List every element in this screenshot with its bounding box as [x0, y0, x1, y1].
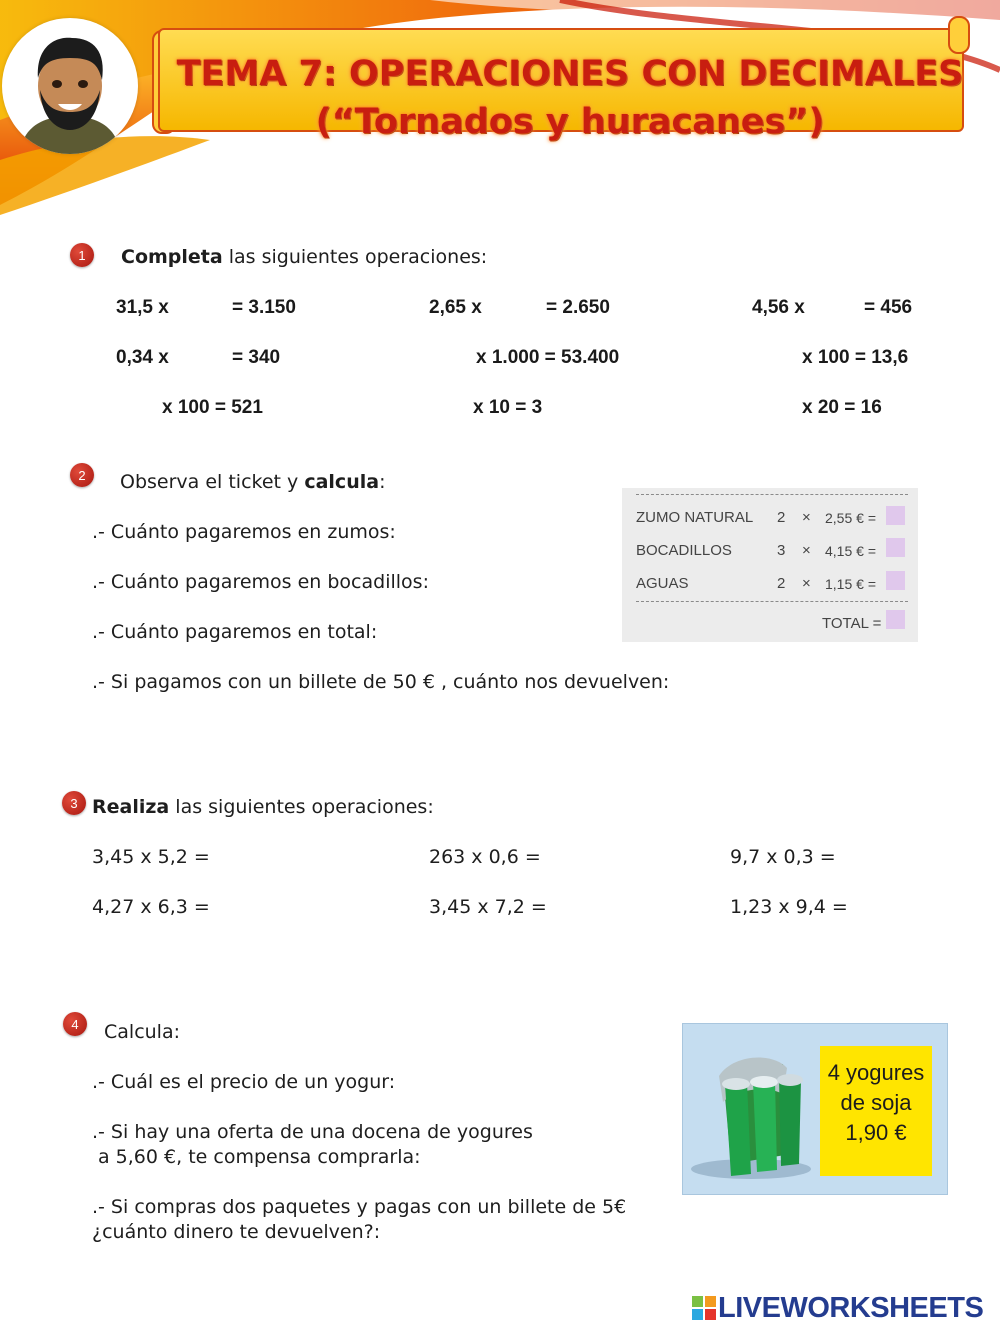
eq-9: x 20 = 16: [802, 397, 882, 418]
teacher-avatar-icon: [2, 18, 138, 154]
question-zumos: .- Cuánto pagaremos en zumos:: [92, 521, 396, 543]
yogurt-label-line1: 4 yogures: [827, 1060, 925, 1085]
ticket-item-qty: 2: [777, 509, 786, 526]
section-3-heading: [92, 796, 434, 818]
eq-1-right: = 3.150: [232, 297, 296, 318]
operation: 1,23 x 9,4 =: [730, 896, 848, 918]
yogurt-cups-icon: [683, 1024, 823, 1194]
receipt-ticket: [622, 488, 918, 642]
operation: 3,45 x 7,2 =: [429, 896, 547, 918]
question-dozen-offer-line1: .- Si hay una oferta de una docena de yogures: [92, 1121, 533, 1143]
eq-8: x 10 = 3: [473, 397, 543, 418]
page-subtitle: (“Tornados y huracanes”): [315, 102, 825, 142]
ticket-total-label: TOTAL =: [822, 615, 882, 632]
section-2-badge: 2: [70, 463, 94, 487]
section-2-heading: [120, 471, 385, 493]
yogurt-label-line2: de soja: [840, 1090, 912, 1115]
liveworksheets-logo-icon: [692, 1296, 716, 1320]
eq-6: x 100 = 13,6: [802, 347, 909, 368]
section-3-heading-bold: Realiza: [92, 796, 170, 818]
operation: 3,45 x 5,2 =: [92, 846, 210, 868]
question-change-line1: .- Si compras dos paquetes y pagas con un billete de 5€: [92, 1196, 627, 1218]
eq-3-right: = 456: [864, 297, 913, 318]
eq-5: x 1.000 = 53.400: [476, 347, 620, 368]
answer-box-bocadillos[interactable]: [886, 538, 905, 557]
section-2-heading-bold: calcula: [304, 471, 380, 493]
section-1-badge: 1: [70, 243, 94, 267]
section-1-heading-bold: Completa: [121, 246, 223, 268]
ticket-item-qty: 2: [777, 575, 786, 592]
section-3-heading-rest: las siguientes operaciones:: [169, 796, 434, 818]
ticket-item-name: BOCADILLOS: [636, 542, 732, 559]
eq-2-left: 2,65 x: [429, 297, 482, 318]
page-title: TEMA 7: OPERACIONES CON DECIMALES: [176, 54, 964, 94]
eq-7: x 100 = 521: [162, 397, 263, 418]
section-4-heading: Calcula:: [104, 1021, 180, 1043]
eq-3-left: 4,56 x: [752, 297, 805, 318]
question-total: .- Cuánto pagaremos en total:: [92, 621, 378, 643]
ticket-divider: [636, 494, 908, 495]
section-3-badge: 3: [62, 791, 86, 815]
question-bocadillos: .- Cuánto pagaremos en bocadillos:: [92, 571, 429, 593]
eq-4-left: 0,34 x: [116, 347, 169, 368]
ticket-item-name: AGUAS: [636, 575, 689, 592]
section-1-heading: [121, 246, 487, 268]
ticket-item-times: ×: [802, 542, 811, 559]
yogurt-price-label: [820, 1046, 932, 1176]
eq-1-left: 31,5 x: [116, 297, 169, 318]
operation: 263 x 0,6 =: [429, 846, 541, 868]
banner-scroll-right: [948, 16, 970, 54]
ticket-item-name: ZUMO NATURAL: [636, 509, 754, 526]
eq-2-right: = 2.650: [546, 297, 610, 318]
footer-logo: [692, 1292, 983, 1324]
yogurt-label-line3: 1,90 €: [845, 1120, 907, 1145]
ticket-item-qty: 3: [777, 542, 786, 559]
question-change-line2: ¿cuánto dinero te devuelven?:: [92, 1221, 381, 1243]
ticket-item-price: 4,15 € =: [825, 543, 876, 559]
ticket-item-times: ×: [802, 509, 811, 526]
yogurt-offer-image: [682, 1023, 948, 1195]
eq-4-right: = 340: [232, 347, 281, 368]
footer-brand: LIVEWORKSHEETS: [718, 1291, 984, 1324]
section-2-heading-post: :: [379, 471, 386, 493]
question-change: .- Si pagamos con un billete de 50 € , cuánto nos devuelven:: [92, 671, 670, 693]
teacher-avatar: [2, 18, 138, 154]
ticket-item-price: 1,15 € =: [825, 576, 876, 592]
section-1-heading-rest: las siguientes operaciones:: [222, 246, 488, 268]
question-yogurt-price: .- Cuál es el precio de un yogur:: [92, 1071, 396, 1093]
operation: 9,7 x 0,3 =: [730, 846, 836, 868]
operation: 4,27 x 6,3 =: [92, 896, 210, 918]
question-dozen-offer-line2: a 5,60 €, te compensa comprarla:: [98, 1146, 421, 1168]
ticket-item-times: ×: [802, 575, 811, 592]
answer-box-zumo[interactable]: [886, 506, 905, 525]
answer-box-aguas[interactable]: [886, 571, 905, 590]
section-4-badge: 4: [63, 1012, 87, 1036]
ticket-item-price: 2,55 € =: [825, 510, 876, 526]
section-2-heading-pre: Observa el ticket y: [120, 471, 305, 493]
ticket-divider: [636, 601, 908, 602]
answer-box-total[interactable]: [886, 610, 905, 629]
